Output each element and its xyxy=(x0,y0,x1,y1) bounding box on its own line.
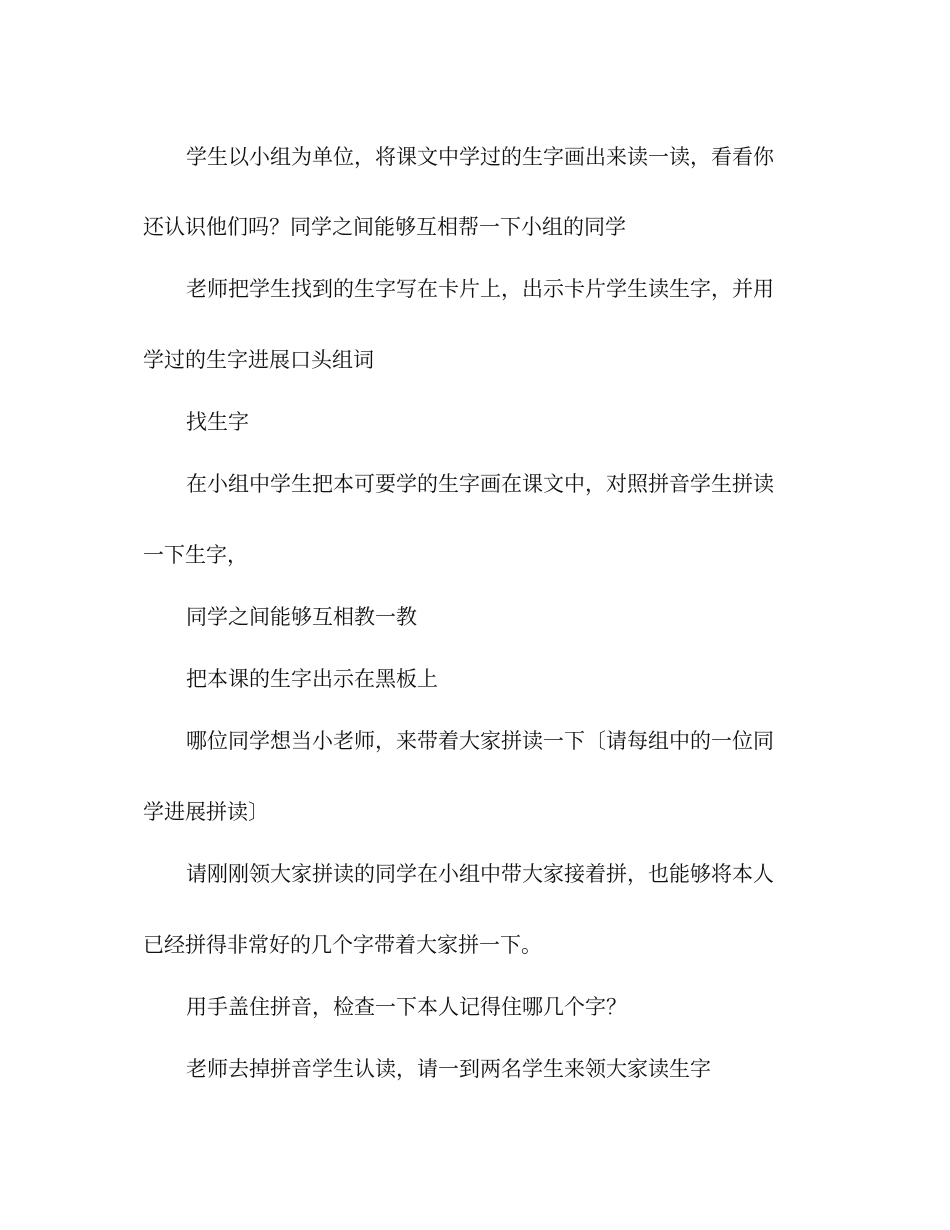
paragraph-9: 用手盖住拼音，检查一下本人记得住哪几个字？ xyxy=(186,995,627,1019)
paragraph-4-line-1: 在小组中学生把本可要学的生字画在课文中，对照拼音学生拼读 xyxy=(186,472,774,496)
paragraph-8-line-1: 请刚刚领大家拼读的同学在小组中带大家接着拼，也能够将本人 xyxy=(186,862,774,886)
paragraph-2-line-2: 学过的生字进展口头组词 xyxy=(143,348,374,372)
paragraph-2-line-1: 老师把学生找到的生字写在卡片上，出示卡片学生读生字，并用 xyxy=(186,277,774,301)
paragraph-5: 同学之间能够互相教一教 xyxy=(186,605,417,629)
paragraph-7-line-2: 学进展拼读〕 xyxy=(143,800,269,824)
paragraph-6: 把本课的生字出示在黑板上 xyxy=(186,667,438,691)
paragraph-1-line-2: 还认识他们吗？同学之间能够互相帮一下小组的同学 xyxy=(143,215,626,239)
paragraph-10: 老师去掉拼音学生认读，请一到两名学生来领大家读生字 xyxy=(186,1057,711,1081)
paragraph-1-line-1: 学生以小组为单位，将课文中学过的生字画出来读一读，看看你 xyxy=(186,145,774,169)
paragraph-3: 找生字 xyxy=(186,410,249,434)
paragraph-8-line-2: 已经拼得非常好的几个字带着大家拼一下。 xyxy=(143,933,542,957)
paragraph-4-line-2: 一下生字， xyxy=(143,543,248,567)
paragraph-7-line-1: 哪位同学想当小老师，来带着大家拼读一下〔请每组中的一位同 xyxy=(186,729,774,753)
